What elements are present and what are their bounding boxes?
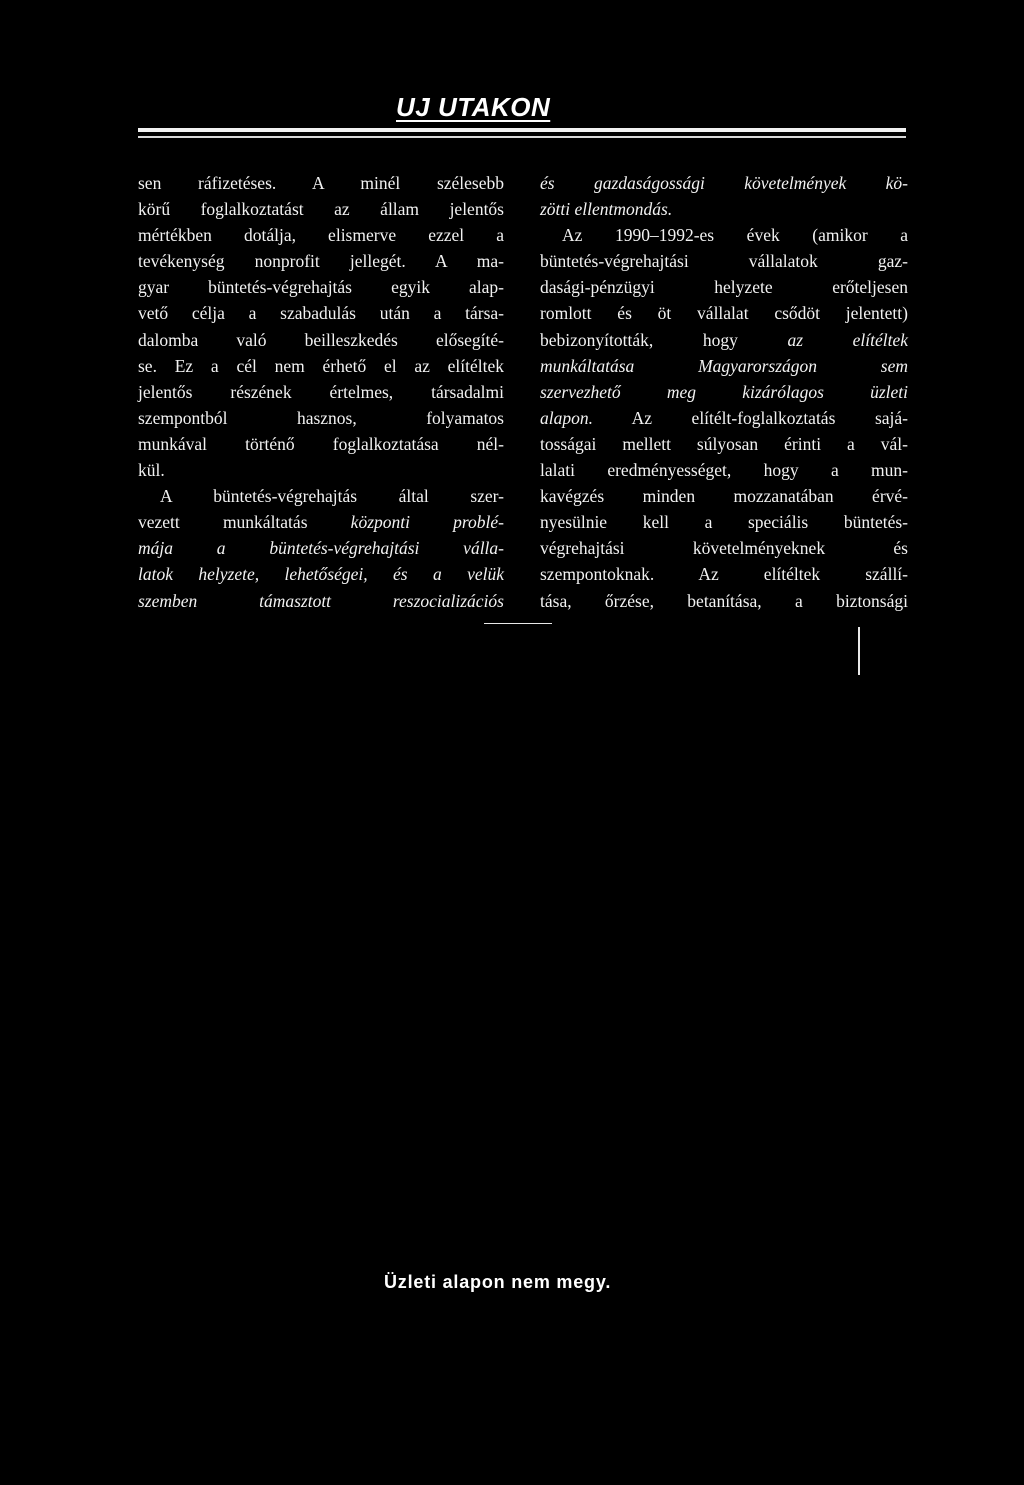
text-line: tevékenység nonprofit jellegét. A ma- — [138, 251, 504, 272]
text-line: nyesülnie kell a speciális büntetés- — [540, 512, 908, 533]
text-line: dasági-pénzügyi helyzete erőteljesen — [540, 277, 908, 298]
text-line: Az 1990–1992-es évek (amikor a — [562, 225, 908, 246]
image-caption: Üzleti alapon nem megy. — [384, 1272, 612, 1292]
text-line-mixed — [540, 327, 908, 353]
text-line: lalati eredményességet, hogy a mun- — [540, 460, 908, 481]
page-title: UJ UTAKON — [396, 92, 551, 122]
text-line: szempontból hasznos, folyamatos — [138, 407, 504, 428]
text-run-italic: az elítéltek — [787, 329, 908, 350]
text-line: munkával történő foglalkoztatása nél- — [138, 433, 504, 454]
text-line-italic: szemben támasztott reszocializációs — [138, 590, 504, 611]
text-line: se. Ez a cél nem érhető el az elítéltek — [138, 355, 504, 376]
text-run: Az elítélt-foglalkoztatás sajá- — [631, 407, 908, 428]
text-line: romlott és öt vállalat csődöt jelentett) — [540, 303, 908, 324]
text-line: büntetés-végrehajtási vállalatok gaz- — [540, 251, 908, 272]
header-rule-thin — [138, 136, 906, 138]
text-run-italic: központi problé- — [350, 512, 505, 533]
text-line: körű foglalkoztatást az állam jelentős — [138, 199, 504, 220]
text-line: sen ráfizetéses. A minél szélesebb — [138, 173, 504, 193]
text-line: jelentős részének értelmes, társadalmi — [138, 381, 504, 402]
right-column — [540, 170, 908, 614]
text-line-italic: munkáltatása Magyarországon sem — [540, 355, 908, 376]
text-line: vető célja a szabadulás után a társa- — [138, 303, 504, 324]
text-line: végrehajtási követelményeknek és — [540, 538, 908, 559]
header-rule-thick — [138, 128, 906, 132]
text-line: tosságai mellett súlyosan érinti a vál- — [540, 433, 908, 454]
text-run-italic: alapon. — [540, 407, 593, 428]
text-line-mixed — [540, 405, 908, 431]
text-line-italic: zötti ellentmondás. — [540, 199, 673, 220]
text-line-italic: latok helyzete, lehetőségei, és a velük — [138, 564, 504, 585]
text-run: bebizonyították, hogy — [540, 329, 738, 350]
text-line: dalomba való beilleszkedés elősegíté- — [138, 329, 504, 350]
text-line-italic: mája a büntetés-végrehajtási válla- — [138, 538, 504, 559]
left-column — [138, 170, 504, 614]
margin-mark — [858, 627, 860, 675]
text-line: kül. — [138, 460, 165, 481]
text-line: kavégzés minden mozzanatában érvé- — [540, 486, 908, 507]
text-line-italic: és gazdaságossági követelmények kö- — [540, 173, 908, 193]
text-line: gyar büntetés-végrehajtás egyik alap- — [138, 277, 504, 298]
text-line-italic: szervezhető meg kizárólagos üzleti — [540, 381, 908, 402]
text-line: mértékben dotálja, elismerve ezzel a — [138, 225, 504, 246]
text-line: tása, őrzése, betanítása, a biztonsági — [540, 590, 908, 611]
text-run: vezett munkáltatás — [138, 512, 308, 533]
text-line: A büntetés-végrehajtás által szer- — [160, 486, 504, 507]
text-line: szempontoknak. Az elítéltek szállí- — [540, 564, 908, 585]
column-end-rule — [484, 623, 552, 624]
text-line-mixed — [138, 509, 504, 535]
